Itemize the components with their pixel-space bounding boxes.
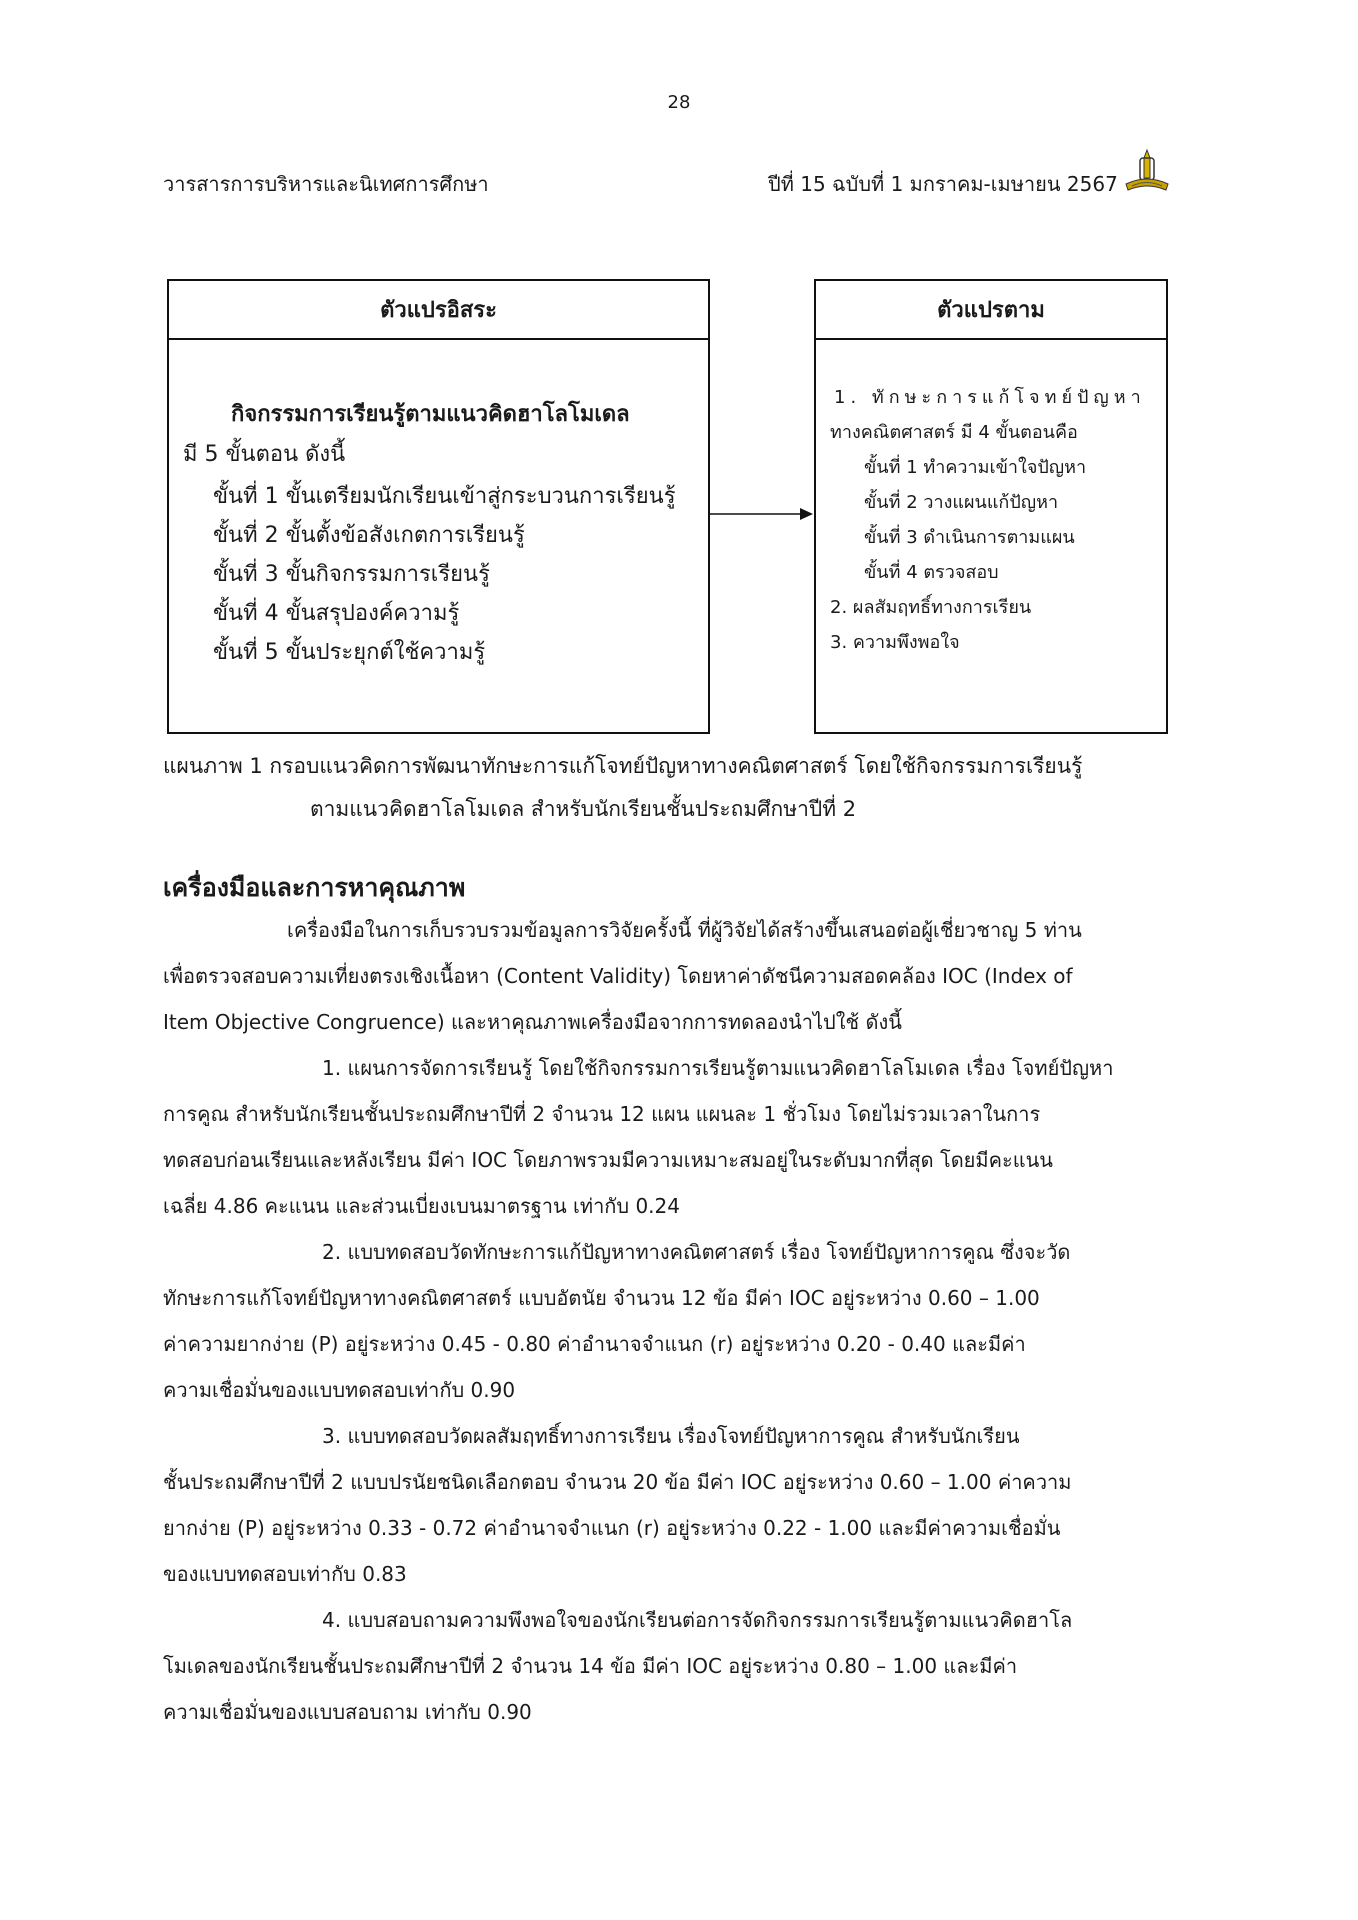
paragraph-line: ของแบบทดสอบเท่ากับ 0.83: [163, 1562, 407, 1586]
paragraph-line: ทักษะการแก้โจทย์ปัญหาทางคณิตศาสตร์ แบบอัตนัย จำนวน 12 ข้อ มีค่า IOC อยู่ระหว่าง 0.60 – 1.00: [163, 1286, 1040, 1310]
dependent-item-3: 3. ความพึงพอใจ: [830, 632, 960, 653]
independent-step: ขั้นที่ 5 ขั้นประยุกต์ใช้ความรู้: [213, 640, 486, 665]
journal-name: วารสารการบริหารและนิเทศการศึกษา: [163, 172, 489, 196]
dependent-item-1: 1. ทักษะการแก้โจทย์ปัญหา: [834, 387, 1146, 408]
dependent-variable-title: ตัวแปรตาม: [816, 281, 1166, 340]
figure-caption: แผนภาพ 1 กรอบแนวคิดการพัฒนาทักษะการแก้โจทย์ปัญหาทางคณิตศาสตร์ โดยใช้กิจกรรมการเรียนรู้: [163, 754, 1083, 778]
paragraph-line: ยากง่าย (P) อยู่ระหว่าง 0.33 - 0.72 ค่าอำนาจจำแนก (r) อยู่ระหว่าง 0.22 - 1.00 และมีค่าความเชื่อมั่น: [163, 1516, 1061, 1540]
paragraph-line: การคูณ สำหรับนักเรียนชั้นประถมศึกษาปีที่ 2 จำนวน 12 แผน แผนละ 1 ชั่วโมง โดยไม่รวมเวลาในการ: [163, 1102, 1041, 1126]
paragraph-line: ชั้นประถมศึกษาปีที่ 2 แบบปรนัยชนิดเลือกตอบ จำนวน 20 ข้อ มีค่า IOC อยู่ระหว่าง 0.60 – 1.00 ค่าความ: [163, 1470, 1072, 1494]
dependent-item-1-cont: ทางคณิตศาสตร์ มี 4 ขั้นตอนคือ: [830, 422, 1078, 443]
dependent-step: ขั้นที่ 1 ทำความเข้าใจปัญหา: [864, 457, 1087, 478]
paragraph-line: ทดสอบก่อนเรียนและหลังเรียน มีค่า IOC โดยภาพรวมมีความเหมาะสมอยู่ในระดับมากที่สุด โดยมีคะแนน: [163, 1148, 1053, 1172]
paragraph-line: 1. แผนการจัดการเรียนรู้ โดยใช้กิจกรรมการเรียนรู้ตามแนวคิดฮาโลโมเดล เรื่อง โจทย์ปัญหา: [322, 1056, 1114, 1080]
independent-variable-box: [167, 279, 710, 734]
paragraph-line: เพื่อตรวจสอบความเที่ยงตรงเชิงเนื้อหา (Content Validity) โดยหาค่าดัชนีความสอดคล้อง IOC (Index of: [163, 964, 1073, 988]
issue-info: ปีที่ 15 ฉบับที่ 1 มกราคม-เมษายน 2567: [768, 172, 1118, 196]
independent-step: ขั้นที่ 1 ขั้นเตรียมนักเรียนเข้าสู่กระบวนการเรียนรู้: [213, 484, 676, 509]
dependent-step: ขั้นที่ 4 ตรวจสอบ: [864, 562, 999, 583]
paragraph-line: 4. แบบสอบถามความพึงพอใจของนักเรียนต่อการจัดกิจกรรมการเรียนรู้ตามแนวคิดฮาโล: [322, 1608, 1073, 1632]
paragraph-line: Item Objective Congruence) และหาคุณภาพเครื่องมือจากการทดลองนำไปใช้ ดังนี้: [163, 1010, 902, 1034]
section-heading: เครื่องมือและการหาคุณภาพ: [163, 873, 466, 902]
paragraph-line: 2. แบบทดสอบวัดทักษะการแก้ปัญหาทางคณิตศาสตร์ เรื่อง โจทย์ปัญหาการคูณ ซึ่งจะวัด: [322, 1240, 1071, 1264]
paragraph-line: เฉลี่ย 4.86 คะแนน และส่วนเบี่ยงเบนมาตรฐาน เท่ากับ 0.24: [163, 1194, 680, 1218]
independent-subtitle: กิจกรรมการเรียนรู้ตามแนวคิดฮาโลโมเดล: [231, 402, 630, 427]
dependent-variable-box: [814, 279, 1168, 734]
paragraph-line: เครื่องมือในการเก็บรวบรวมข้อมูลการวิจัยครั้งนี้ ที่ผู้วิจัยได้สร้างขึ้นเสนอต่อผู้เชี่ยวชาญ 5 ท่าน: [287, 918, 1082, 942]
paragraph-line: ความเชื่อมั่นของแบบทดสอบเท่ากับ 0.90: [163, 1378, 516, 1402]
independent-intro: มี 5 ขั้นตอน ดังนี้: [183, 442, 346, 467]
figure-caption-cont: ตามแนวคิดฮาโลโมเดล สำหรับนักเรียนชั้นประถมศึกษาปีที่ 2: [310, 797, 857, 821]
dependent-step: ขั้นที่ 3 ดำเนินการตามแผน: [864, 527, 1075, 548]
dependent-step: ขั้นที่ 2 วางแผนแก้ปัญหา: [864, 492, 1059, 513]
arrow-right-icon: [710, 506, 814, 522]
paragraph-line: ค่าความยากง่าย (P) อยู่ระหว่าง 0.45 - 0.80 ค่าอำนาจจำแนก (r) อยู่ระหว่าง 0.20 - 0.40 และมีค่า: [163, 1332, 1026, 1356]
university-emblem-icon: [1122, 148, 1172, 194]
paragraph-line: 3. แบบทดสอบวัดผลสัมฤทธิ์ทางการเรียน เรื่องโจทย์ปัญหาการคูณ สำหรับนักเรียน: [322, 1424, 1020, 1448]
paragraph-line: โมเดลของนักเรียนชั้นประถมศึกษาปีที่ 2 จำนวน 14 ข้อ มีค่า IOC อยู่ระหว่าง 0.80 – 1.00 และมีค่า: [163, 1654, 1018, 1678]
page-number: 28: [667, 92, 691, 113]
independent-variable-title: ตัวแปรอิสระ: [169, 281, 708, 340]
paragraph-line: ความเชื่อมั่นของแบบสอบถาม เท่ากับ 0.90: [163, 1700, 532, 1724]
dependent-item-2: 2. ผลสัมฤทธิ์ทางการเรียน: [830, 597, 1032, 618]
independent-step: ขั้นที่ 4 ขั้นสรุปองค์ความรู้: [213, 601, 460, 626]
independent-step: ขั้นที่ 2 ขั้นตั้งข้อสังเกตการเรียนรู้: [213, 523, 525, 548]
independent-step: ขั้นที่ 3 ขั้นกิจกรรมการเรียนรู้: [213, 562, 490, 587]
